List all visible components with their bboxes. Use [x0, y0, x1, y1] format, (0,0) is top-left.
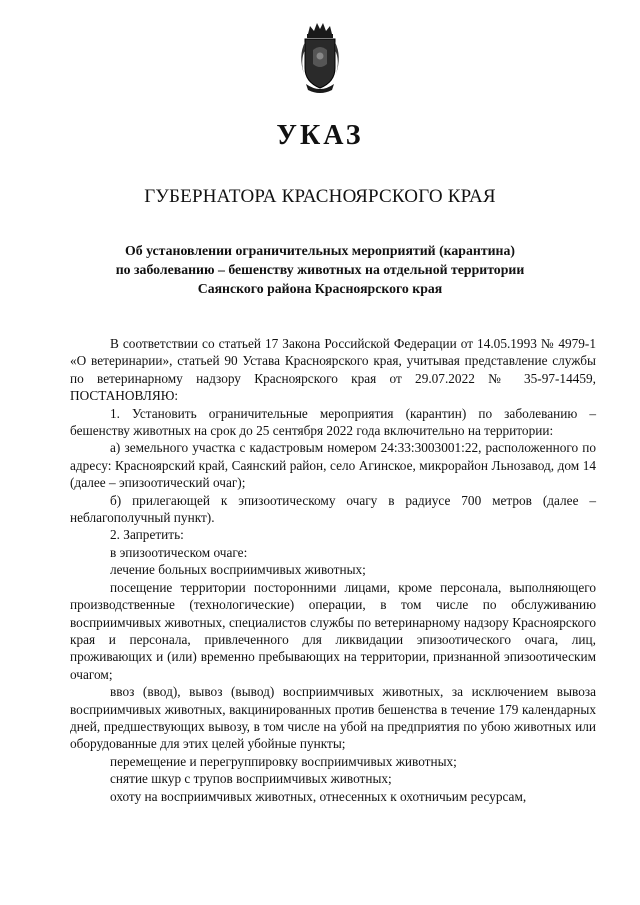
document-body [70, 335, 596, 805]
preamble-paragraph: В соответствии со статьей 17 Закона Российской Федерации от 14.05.1993 № 4979-1 «О ветеринарии», статьей 90 Устава Красноярского края, учитывая представление службы по ветеринарному надзору Красноярского края от 29.07.2022 № 35-97-14459, ПОСТАНОВЛЯЮ: [70, 336, 596, 404]
clause-1a-paragraph: а) земельного участка с кадастровым номером 24:33:3003001:22, расположенного по адресу: Красноярский край, Саянский район, село Агинское, микрорайон Льнозавод, дом 14 (далее – эпизоотический очаг); [70, 440, 596, 491]
document-type-title: УКАЗ [276, 120, 364, 151]
prohibition-item: посещение территории посторонними лицами, кроме персонала, выполняющего производственные (технологические) операции, в том числе по обслуживанию восприимчивых животных, специалистов службы по ветеринарному надзору Красноярского края и персонала, привлеченного для ликвидации эпизоотического очага, лиц, проживающих и (или) временно пребывающих на территории, признанной эпизоотическим очагом; [70, 579, 596, 682]
prohibition-item: ввоз (ввод), вывоз (вывод) восприимчивых животных, за исключением вывоза восприимчивых животных, вакцинированных против бешенства в течение 179 календарных дней, предшествующих вывозу, в том числе на убой на предприятия по убою животных или оборудованные для этих целей убойные пункты; [70, 684, 596, 752]
subject-line: Об установлении ограничительных мероприятий (карантина) [124, 243, 515, 258]
clause-2-heading: 2. Запретить: [110, 527, 184, 543]
prohibition-item: охоту на восприимчивых животных, отнесенных к охотничьим ресурсам, [110, 788, 527, 804]
prohibition-item: лечение больных восприимчивых животных; [110, 562, 366, 578]
issuer-title: ГУБЕРНАТОРА КРАСНОЯРСКОГО КРАЯ [144, 186, 496, 207]
clause-1b-paragraph: б) прилегающей к эпизоотическому очагу в радиусе 700 метров (далее – неблагополучный пункт). [70, 492, 596, 526]
subject-line: Саянского района Красноярского края [197, 281, 443, 296]
clause-1-paragraph: 1. Установить ограничительные мероприятия (карантин) по заболеванию – бешенству животных на срок до 25 сентября 2022 года включительно на территории: [70, 405, 596, 439]
subject-line: по заболеванию – бешенству животных на отдельной территории [115, 262, 525, 277]
clause-2-subheading: в эпизоотическом очаге: [110, 544, 248, 560]
prohibition-item: снятие шкур с трупов восприимчивых животных; [110, 771, 392, 787]
prohibition-item: перемещение и перегруппировку восприимчивых животных; [110, 753, 457, 769]
coat-of-arms-icon [296, 20, 344, 94]
document-subject [70, 241, 570, 298]
